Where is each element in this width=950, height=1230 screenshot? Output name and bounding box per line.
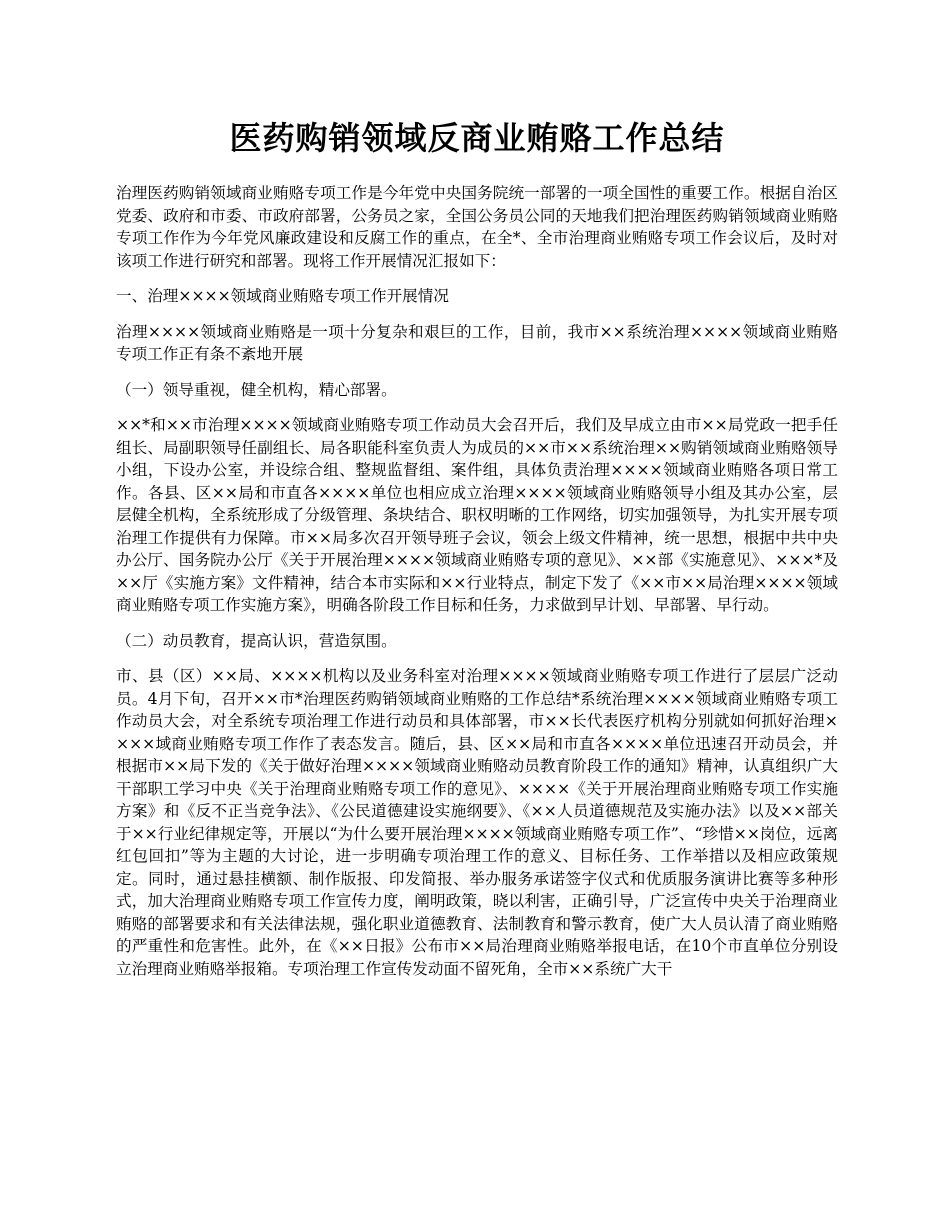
subsection-heading-2: （二）动员教育，提高认识，营造氛围。	[116, 631, 397, 650]
document-title: 医药购销领域反商业贿赂工作总结	[229, 119, 725, 157]
body-paragraph-2: 市、县（区）××局、××××机构以及业务科室对治理××××领域商业贿赂专项工作进行了层层广泛动员。4月下旬，召开××市*治理医药购销领域商业贿赂的工作总结*系统治理××××领域商业贿赂专项工作动员大会，对全系统专项治理工作进行动员和具体部署，市××长代表医疗机构分别就如何抓好治理××××域商业贿赂专项工作作了表态发言。随后，县、区××局和市直各××××单位迅速召开动员会，并根据市××局下发的《关于做好治理××××领域商业贿赂动员教育阶段工作的通知》精神，认真组织广大干部职工学习中央《关于治理商业贿赂专项工作的意见》、××××《关于开展治理商业贿赂专项工作实施方案》和《反不正当竞争法》、《公民道德建设实施纲要》、《××人员道德规范及实施办法》以及××部关于××行业纪律规定等，开展以“为什么要开展治理××××领域商业贿赂专项工作”、“珍惜××岗位，远离红包回扣”等为主题的大讨论，进一步明确专项治理工作的意义、目标任务、工作举措以及相应政策规定。同时，通过悬挂横额、制作版报、印发简报、举办服务承诺签字仪式和优质服务演讲比赛等多种形式，加大治理商业贿赂专项工作宣传力度，阐明政策，晓以利害，正确引导，广泛宣传中央关于治理商业贿赂的部署要求和有关法律法规，强化职业道德教育、法制教育和警示教育，使广大人员认清了商业贿赂的严重性和危害性。此外，在《××日报》公布市××局治理商业贿赂举报电话，在10个市直单位分别设立治理商业贿赂举报箱。专项治理工作宣传发动面不留死角，全市××系统广大干	[116, 667, 838, 978]
subsection-heading-1: （一）领导重视，健全机构，精心部署。	[116, 380, 397, 399]
section-heading-1: 一、治理××××领域商业贿赂专项工作开展情况	[116, 287, 449, 305]
section-intro-paragraph: 治理××××领域商业贿赂是一项十分复杂和艰巨的工作，目前，我市××系统治理××××领域商业贿赂专项工作正有条不紊地开展	[116, 322, 838, 363]
intro-paragraph: 治理医药购销领域商业贿赂专项工作是今年党中央国务院统一部署的一项全国性的重要工作。根据自治区党委、政府和市委、市政府部署，公务员之家，全国公务员公同的天地我们把治理医药购销领域商业贿赂专项工作作为今年党风廉政建设和反腐工作的重点，在全*、全市治理商业贿赂专项工作会议后，及时对该项工作进行研究和部署。现将工作开展情况汇报如下：	[116, 184, 838, 270]
body-paragraph-1: ××*和××市治理××××领域商业贿赂专项工作动员大会召开后，我们及早成立由市××局党政一把手任组长、局副职领导任副组长、局各职能科室负责人为成员的××市××系统治理××购销领域商业贿赂领导小组，下设办公室，并设综合组、整规监督组、案件组，具体负责治理××××领域商业贿赂各项日常工作。各县、区××局和市直各××××单位也相应成立治理××××领域商业贿赂领导小组及其办公室，层层健全机构，全系统形成了分级管理、条块结合、职权明晰的工作网络，切实加强领导，为扎实开展专项治理工作提供有力保障。市××局多次召开领导班子会议，领会上级文件精神，统一思想，根据中共中央办公厅、国务院办公厅《关于开展治理××××领域商业贿赂专项的意见》、××部《实施意见》、×××*及××厅《实施方案》文件精神，结合本市实际和××行业特点，制定下发了《××市××局治理××××领域商业贿赂专项工作实施方案》，明确各阶段工作目标和任务，力求做到早计划、早部署、早行动。	[116, 416, 838, 614]
